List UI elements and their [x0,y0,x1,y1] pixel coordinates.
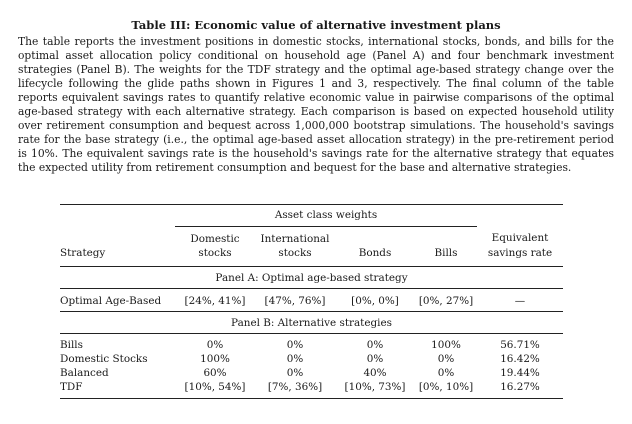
row-bonds: 0% [366,338,384,351]
row-international: 0% [286,352,304,365]
header-equivalent-line2: savings rate [477,246,563,267]
panel-a-title: Panel A: Optimal age-based strategy [60,266,563,288]
row-bills: [0%, 27%] [415,288,477,311]
row-international: [7%, 36%] [255,380,335,399]
row-domestic: 100% [200,352,230,365]
row-domestic: [24%, 41%] [175,288,255,311]
row-bills: 100% [431,338,461,351]
header-row-1 [60,226,563,246]
row-savings-rate: 16.42% [500,352,540,365]
row-bills: 0% [437,366,455,379]
header-row-2 [60,246,563,267]
row-bonds: [10%, 73%] [335,380,415,399]
header-domestic-line1: Domestic [190,232,240,245]
panel-b-title-row [60,311,563,333]
row-strategy: Domestic Stocks [60,352,148,365]
panel-a-title-row [60,266,563,288]
row-savings-rate: 16.27% [477,380,563,399]
table-row [60,288,563,311]
row-savings-rate: 56.71% [500,338,540,351]
row-bills: 0% [437,352,455,365]
row-bonds: 40% [363,366,387,379]
row-strategy: Optimal Age-Based [60,288,175,311]
row-bonds: 0% [366,352,384,365]
header-international-line2: stocks [255,246,335,267]
row-strategy: Balanced [60,366,109,379]
table-title: Table III: Economic value of alternative investment plans [131,18,501,32]
table-row [60,352,563,366]
row-savings-rate: 19.44% [500,366,540,379]
row-domestic: 0% [206,338,224,351]
row-bills: [0%, 10%] [415,380,477,399]
row-domestic: [10%, 54%] [175,380,255,399]
row-savings-rate: — [477,288,563,311]
results-table [60,204,563,399]
row-bonds: [0%, 0%] [335,288,415,311]
row-strategy: TDF [60,380,175,399]
table-row [60,366,563,380]
table-caption: The table reports the investment positions in domestic stocks, international stocks, bonds, and bills for the optimal asset allocation policy conditional on household age (Panel A) and four benchmark investment strategies (Panel B). The weights for the TDF strategy and the optimal age-based strategy change over the lifecycle following the glide paths shown in Figures 1 and 3, respectively. The final column of the table reports equivalent savings rates to quantify relative economic value in pairwise comparisons of the optimal age-based strategy with each alternative strategy. Each comparison is based on expected household utility over retirement consumption and bequest across 1,000,000 bootstrap simulations. The household's savings rate for the base strategy (i.e., the optimal age-based asset allocation strategy) in the pre-retirement period is 10%. The equivalent savings rate is the household's savings rate for the alternative strategy that equates the expected utility from retirement consumption and bequest for the base and alternative strategies. [18,35,614,174]
panel-b-title: Panel B: Alternative strategies [60,311,563,333]
row-international: 0% [286,338,304,351]
row-strategy: Bills [60,338,83,351]
row-international: [47%, 76%] [255,288,335,311]
table-row [60,333,563,352]
row-domestic: 60% [203,366,227,379]
group-header-asset-class-weights: Asset class weights [175,205,477,227]
header-strategy: Strategy [60,246,175,267]
header-equivalent-line1: Equivalent [491,232,549,245]
header-international-line1: International [260,232,330,245]
group-header-row [60,205,563,227]
header-bonds: Bonds [335,246,415,267]
header-domestic-line2: stocks [175,246,255,267]
row-international: 0% [286,366,304,379]
table-row [60,380,563,399]
header-bills: Bills [415,246,477,267]
